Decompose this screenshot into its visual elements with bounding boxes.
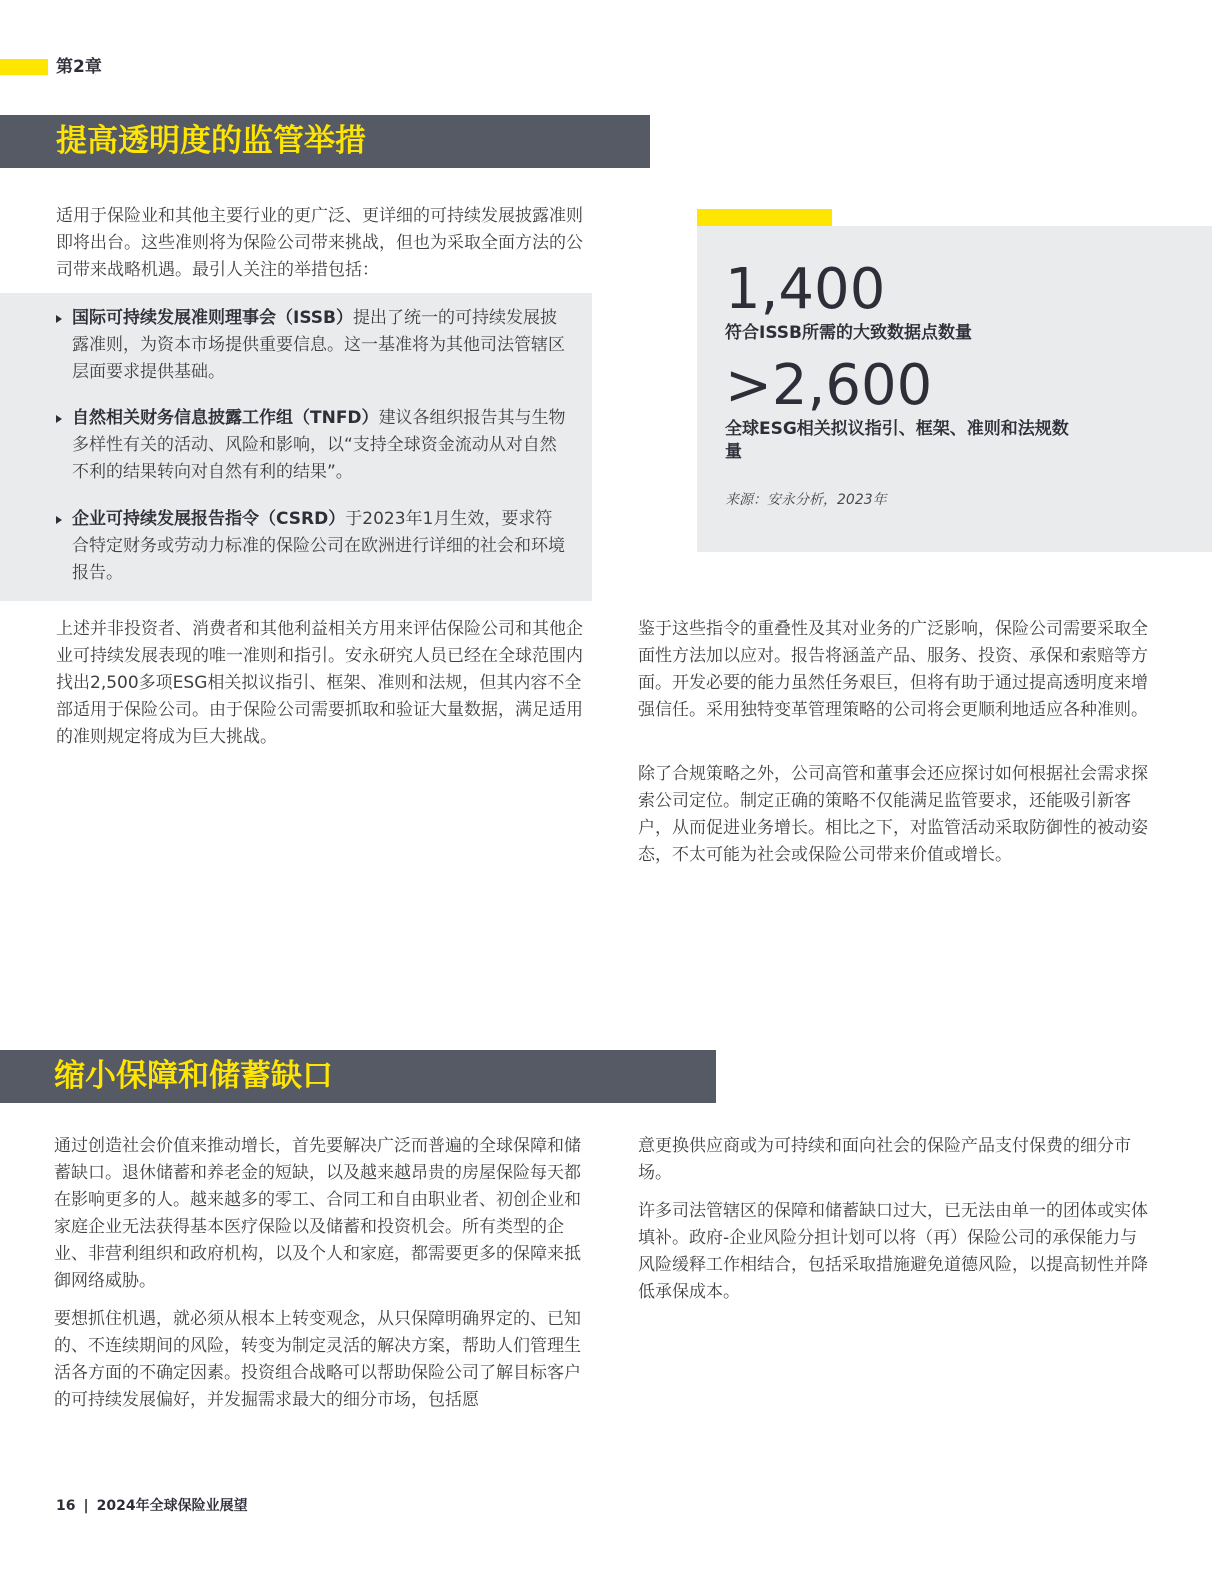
- bullet-text: 提出了统一的可持续发展披露准则，为资本市场提供重要信息。这一基准将为其他司法管辖区层面要求提供基础。: [72, 308, 565, 382]
- stat-accent-bar: [697, 209, 832, 226]
- stats-source: 来源：安永分析，2023年: [725, 492, 887, 508]
- bullet-triangle-icon: [56, 315, 62, 323]
- initiatives-box: [0, 293, 592, 601]
- section1-title: 提高透明度的监管举措: [56, 123, 366, 159]
- section1-right-paragraph-2: 除了合规策略之外，公司高管和董事会还应探讨如何根据社会需求探索公司定位。制定正确的策略不仅能满足监管要求，还能吸引新客户，从而促进业务增长。相比之下，对监管活动采取防御性的被动姿态，不太可能为社会或保险公司带来价值或增长。: [638, 764, 1148, 865]
- bullet-text: 于2023年1月生效，要求符合特定财务或劳动力标准的保险公司在欧洲进行详细的社会和环境报告。: [72, 509, 565, 583]
- bullet-title: 国际可持续发展准则理事会（ISSB）: [72, 308, 354, 328]
- section1-intro: 适用于保险业和其他主要行业的更广泛、更详细的可持续发展披露准则即将出台。这些准则将为保险公司带来挑战，但也为采取全面方法的公司带来战略机遇。最引人关注的举措包括：: [56, 206, 583, 280]
- stat2-caption: 全球ESG相关拟议指引、框架、准则和法规数量: [725, 419, 1069, 462]
- footer-title: 2024年全球保险业展望: [96, 1498, 248, 1514]
- section1-banner: [0, 115, 650, 168]
- page-footer: [56, 1496, 248, 1516]
- section2-title: 缩小保障和储蓄缺口: [54, 1058, 333, 1094]
- page-number: 16: [56, 1498, 76, 1514]
- section2-left-paragraph-2: 要想抓住机遇，就必须从根本上转变观念，从只保障明确界定的、已知的、不连续期间的风险，转变为制定灵活的解决方案，帮助人们管理生活各方面的不确定因素。投资组合战略可以帮助保险公司了解目标客户的可持续发展偏好，并发掘需求最大的细分市场，包括愿: [54, 1309, 581, 1410]
- bullet-triangle-icon: [56, 516, 62, 524]
- stats-callout: [697, 226, 1212, 552]
- list-item: [56, 506, 566, 587]
- chapter-label: 第2章: [56, 57, 102, 77]
- stat1-caption: 符合ISSB所需的大致数据点数量: [725, 323, 973, 343]
- bullet-text: 建议各组织报告其与生物多样性有关的活动、风险和影响，以“支持全球资金流动从对自然不利的结果转向对自然有利的结果”。: [72, 408, 566, 482]
- section2-banner: [0, 1050, 716, 1103]
- section2-left-paragraph-1: 通过创造社会价值来推动增长，首先要解决广泛而普遍的全球保障和储蓄缺口。退休储蓄和养老金的短缺，以及越来越昂贵的房屋保险每天都在影响更多的人。越来越多的零工、合同工和自由职业者、初创企业和家庭企业无法获得基本医疗保险以及储蓄和投资机会。所有类型的企业、非营利组织和政府机构，以及个人和家庭，都需要更多的保障来抵御网络威胁。: [54, 1136, 581, 1291]
- bullet-triangle-icon: [56, 415, 62, 423]
- bullet-title: 自然相关财务信息披露工作组（TNFD）: [72, 408, 379, 428]
- footer-separator: |: [83, 1498, 89, 1514]
- stat2-value: >2,600: [725, 353, 933, 418]
- section2-right-paragraph-2: 许多司法管辖区的保障和储蓄缺口过大，已无法由单一的团体或实体填补。政府-企业风险分担计划可以将（再）保险公司的承保能力与风险缓释工作相结合，包括采取措施避免道德风险，以提高韧性并降低承保成本。: [638, 1201, 1148, 1302]
- chapter-accent-bar: [0, 59, 48, 75]
- bullet-title: 企业可持续发展报告指令（CSRD）: [72, 509, 346, 529]
- list-item: [56, 305, 566, 386]
- section1-left-paragraph: 上述并非投资者、消费者和其他利益相关方用来评估保险公司和其他企业可持续发展表现的唯一准则和指引。安永研究人员已经在全球范围内找出2,500多项ESG相关拟议指引、框架、准则和法规，但其内容不全部适用于保险公司。由于保险公司需要抓取和验证大量数据，满足适用的准则规定将成为巨大挑战。: [56, 619, 583, 747]
- list-item: [56, 405, 566, 486]
- stat1-value: 1,400: [725, 257, 886, 322]
- section1-right-paragraph-1: 鉴于这些指令的重叠性及其对业务的广泛影响，保险公司需要采取全面性方法加以应对。报告将涵盖产品、服务、投资、承保和索赔等方面。开发必要的能力虽然任务艰巨，但将有助于通过提高透明度来增强信任。采用独特变革管理策略的公司将会更顺利地适应各种准则。: [638, 619, 1148, 720]
- section2-right-paragraph-1: 意更换供应商或为可持续和面向社会的保险产品支付保费的细分市场。: [638, 1136, 1131, 1183]
